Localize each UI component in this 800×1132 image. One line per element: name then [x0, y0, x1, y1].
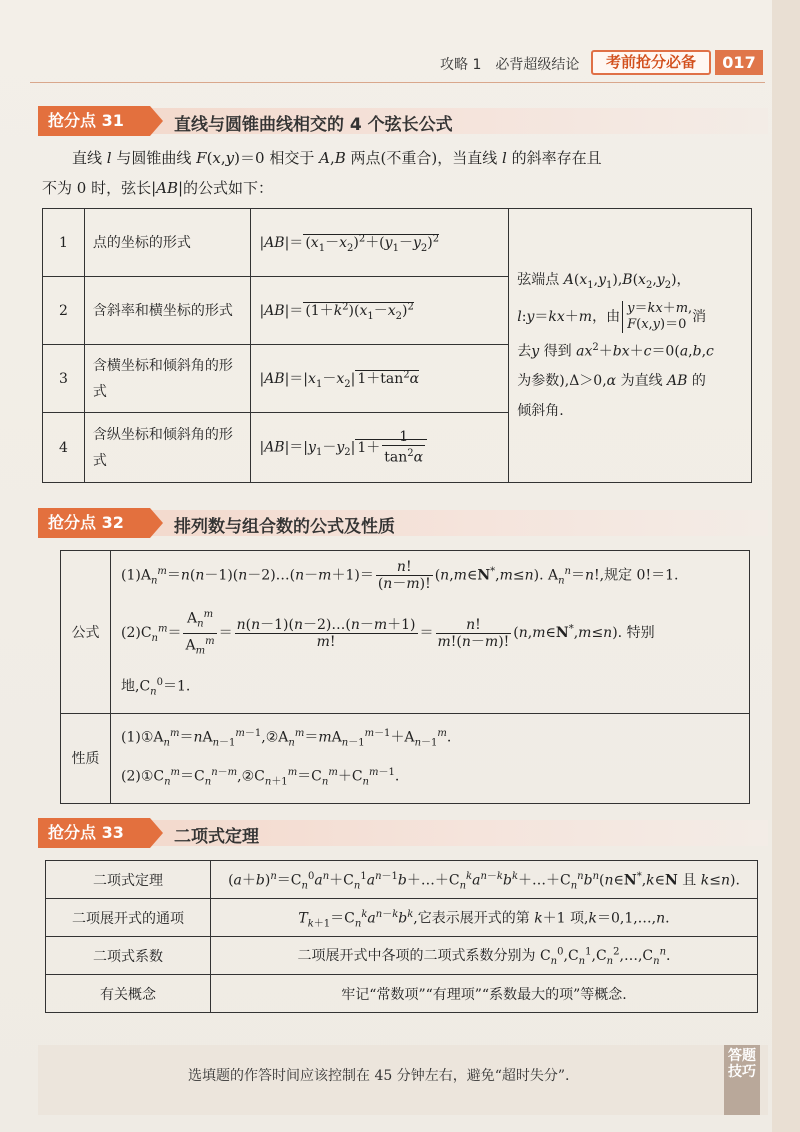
header-divider [30, 82, 765, 83]
general-term: $T_{k+1}=C_n^ka^{n-k}b^k$,它表示展开式的第 k＋1 项,k＝0,1,…,n. [211, 899, 758, 937]
section-33-badge: 抢分点 33 [38, 818, 150, 848]
binomial-table [45, 860, 758, 1013]
row-number: 4 [43, 413, 85, 483]
arrow-icon [150, 106, 163, 136]
table-row [46, 937, 758, 975]
row-description: 含横坐标和倾斜角的形式 [84, 345, 251, 413]
tip-text: 选填题的作答时间应该控制在 45 分钟左右，避免“超时失分”. [188, 1068, 570, 1084]
section-31-heading [38, 106, 768, 136]
related-concepts: 牢记“常数项”“有理项”“系数最大的项”等概念. [211, 975, 758, 1013]
row-number: 1 [43, 209, 85, 277]
section-32-title: 排列数与组合数的公式及性质 [174, 517, 395, 537]
permutation-formulas: $(1)A_n^m=n(n-1)(n-2)\dots(n-m+1)=$ $\frac{n!}{(n-m)!}$ (n,m∈N*,m≤n). $A_n^n=n$!,规定 0!＝1. $(2)C_n^m=$ $\frac{A_n^m}{A_m^m}$ ＝ $\frac{n(n-1)(n-2)\dots(n-m+1)}{m!}$ ＝ $\frac{n!}{m!(n-m)!}$ (n,m∈N*,m≤n). 特别 地$,C_n^0=1$. [111, 551, 750, 714]
row-number: 2 [43, 277, 85, 345]
row-label: 二项展开式的通项 [46, 899, 211, 937]
chord-note: 弦端点 $A(x_1,y_1),B(x_2,y_2)$， l:y＝kx＋m，由y＝kx＋m, F(x,y)＝0 消 去y 得到 $ax^2+bx+c=0(a,b,c$ 为参数),Δ＞0,α 为直线 AB 的 倾斜角. [509, 209, 752, 483]
page-edge [772, 0, 800, 1132]
table-row [43, 209, 752, 277]
section-33-title: 二项式定理 [174, 827, 259, 847]
page-number: 017 [715, 50, 763, 75]
section-31-badge: 抢分点 31 [38, 106, 150, 136]
arrow-icon [150, 818, 163, 848]
table-row [46, 975, 758, 1013]
row-label: 二项式系数 [46, 937, 211, 975]
side-tab: 答题技巧 [724, 1045, 760, 1115]
tip-footer [38, 1045, 768, 1115]
row-description: 含纵坐标和倾斜角的形式 [84, 413, 251, 483]
row-label: 二项式定理 [46, 861, 211, 899]
header-tag: 考前抢分必备 [591, 50, 711, 75]
table-row [46, 899, 758, 937]
section-31-intro: 直线 l 与圆锥曲线 F(x,y)＝0 相交于 A,B 两点(不重合)，当直线 l 的斜率存在且 不为 0 时，弦长|AB|的公式如下： [42, 149, 602, 197]
formula-1: $|AB|= (x_1-x_2)^2+(y_1-y_2)^2$ [251, 209, 509, 277]
table-row [61, 713, 750, 803]
permutation-table [60, 550, 750, 804]
row-label: 有关概念 [46, 975, 211, 1013]
binomial-theorem: $(a+b)^n=C_n^0a^n+C_n^1a^{n-1}b+\dots+C_n^ka^{n-k}b^k+\dots+C_n^nb^n(n\in N^*,k\in N$ 且 k≤n). [211, 861, 758, 899]
formula-4: $|AB|=|y_1-y_2|$ 1＋ $\frac{1}{\tan^2\alpha}$ [251, 413, 509, 483]
header-chapter: 攻略 1 必背超级结论 [440, 57, 580, 73]
row-description: 点的坐标的形式 [84, 209, 251, 277]
formula-label: 公式 [61, 551, 111, 714]
permutation-properties: $(1)①A_n^m=nA_{n-1}^{m-1},②A_n^m=mA_{n-1}^{m-1}+A_{n-1}^m$. $(2)①C_n^m=C_n^{n-m},②C_{n+1}^m=C_n^m+C_n^{m-1}$. [111, 713, 750, 803]
row-description: 含斜率和横坐标的形式 [84, 277, 251, 345]
table-row [46, 861, 758, 899]
binomial-coefficients: 二项展开式中各项的二项式系数分别为 $C_n^0,C_n^1,C_n^2,\dots,C_n^n$. [211, 937, 758, 975]
section-32-heading [38, 508, 768, 538]
section-33-heading [38, 818, 768, 848]
section-32-badge: 抢分点 32 [38, 508, 150, 538]
section-31-title: 直线与圆锥曲线相交的 4 个弦长公式 [174, 115, 453, 135]
formula-2: $|AB|= (1+k^2)(x_1-x_2)^2$ [251, 277, 509, 345]
property-label: 性质 [61, 713, 111, 803]
arrow-icon [150, 508, 163, 538]
chord-length-table [42, 208, 752, 483]
row-number: 3 [43, 345, 85, 413]
page-header [440, 50, 765, 76]
table-row [61, 551, 750, 714]
formula-3: $|AB|=|x_1-x_2|$ $1+\tan^2\alpha$ [251, 345, 509, 413]
